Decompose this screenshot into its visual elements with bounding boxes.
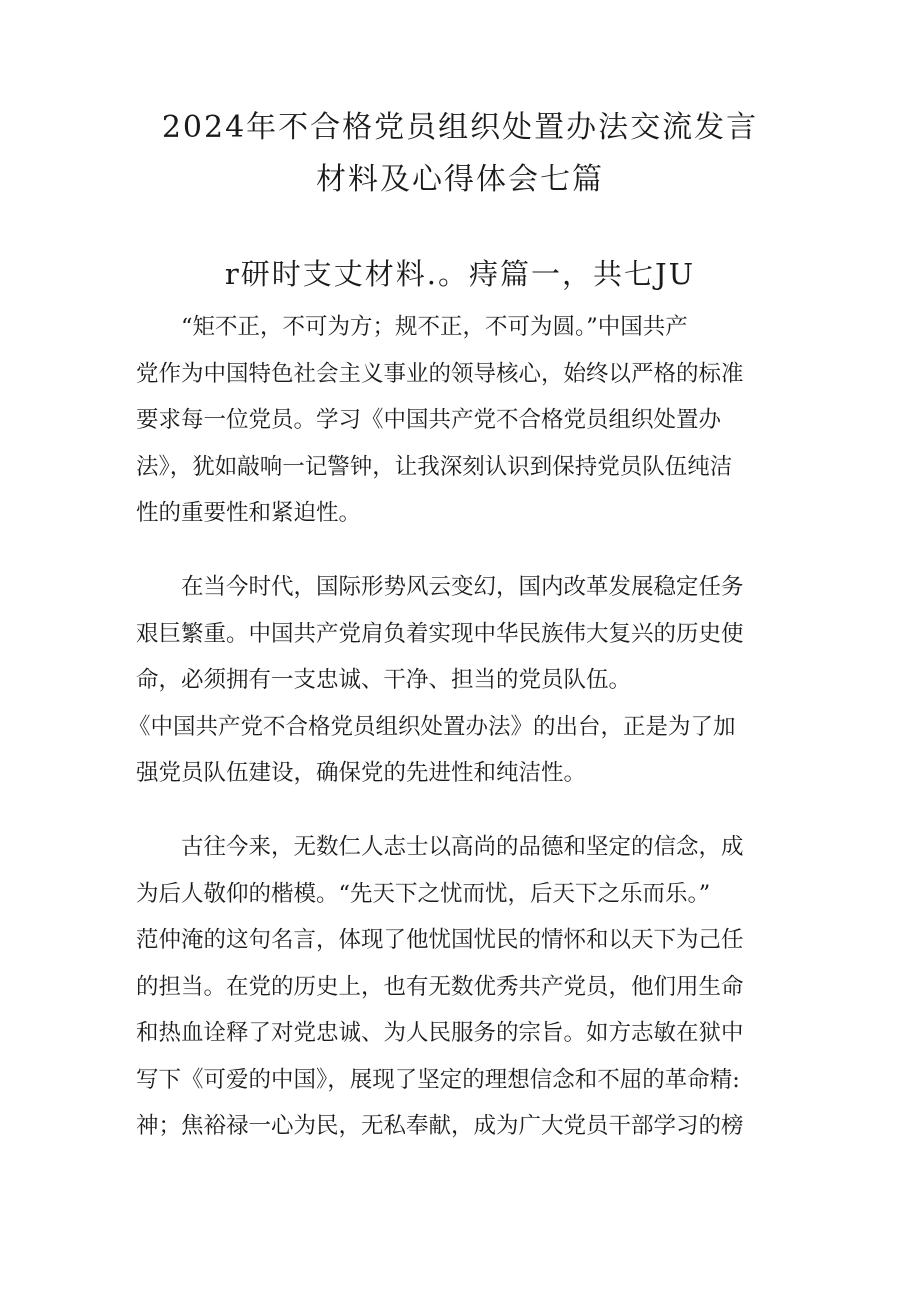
paragraph-line: 古往今来，无数仁人志士以高尚的品德和坚定的信念，成 bbox=[181, 834, 744, 860]
paragraph-1 bbox=[136, 304, 794, 537]
paragraph-line: 性的重要性和紧迫性。 bbox=[136, 500, 362, 526]
paragraph-line: 神；焦裕禄一心为民，无私奉献，成为广大党员干部学习的榜 bbox=[136, 1113, 744, 1139]
paragraph-line: 强党员队伍建设，确保党的先进性和纯洁性。 bbox=[136, 760, 587, 786]
paragraph-line: 写下《可爱的中国》，展现了坚定的理想信念和不屈的革命精: bbox=[136, 1066, 740, 1093]
paragraph-2 bbox=[128, 564, 794, 797]
paragraph-line: 为后人敬仰的楷模。“先天下之忧而忧，后天下之乐而乐。” bbox=[136, 880, 711, 907]
paragraph-line: 法》，犹如敲响一记警钟，让我深刻认识到保持党员队伍纯洁 bbox=[136, 453, 733, 480]
paragraph-line: 艰巨繁重。中国共产党肩负着实现中华民族伟大复兴的历史使 bbox=[136, 620, 744, 647]
paragraph-line: 党作为中国特色社会主义事业的领导核心，始终以严格的标准 bbox=[136, 360, 744, 387]
paragraph-line: 范仲淹的这句名言，体现了他忧国忧民的情怀和以天下为己任 bbox=[136, 927, 744, 953]
document-subtitle: r研时支丈材料.。痔篇一，共七JU bbox=[224, 257, 696, 291]
paragraph-line: 命，必须拥有一支忠诚、干净、担当的党员队伍。 bbox=[136, 667, 632, 693]
paragraph-line: 《中国共产党不合格党员组织处置办法》的出台，正是为了加 bbox=[128, 713, 736, 740]
document-title-line-1: 2024年不合格党员组织处置办法交流发言 bbox=[161, 110, 759, 145]
document-title-line-2: 材料及心得体会七篇 bbox=[316, 162, 604, 197]
paragraph-line: 的担当。在党的历史上，也有无数优秀共产党员，他们用生命 bbox=[136, 973, 744, 1000]
paragraph-line: 在当今时代，国际形势风云变幻，国内改革发展稳定任务 bbox=[181, 574, 744, 600]
paragraph-line: 和热血诠释了对党忠诚、为人民服务的宗旨。如方志敏在狱中 bbox=[136, 1020, 744, 1046]
paragraph-line: 要求每一位党员。学习《中国共产党不合格党员组织处置办 bbox=[136, 407, 722, 433]
paragraph-line: “矩不正，不可为方；规不正，不可为圆。”中国共产 bbox=[181, 314, 688, 340]
paragraph-3 bbox=[136, 824, 794, 1150]
